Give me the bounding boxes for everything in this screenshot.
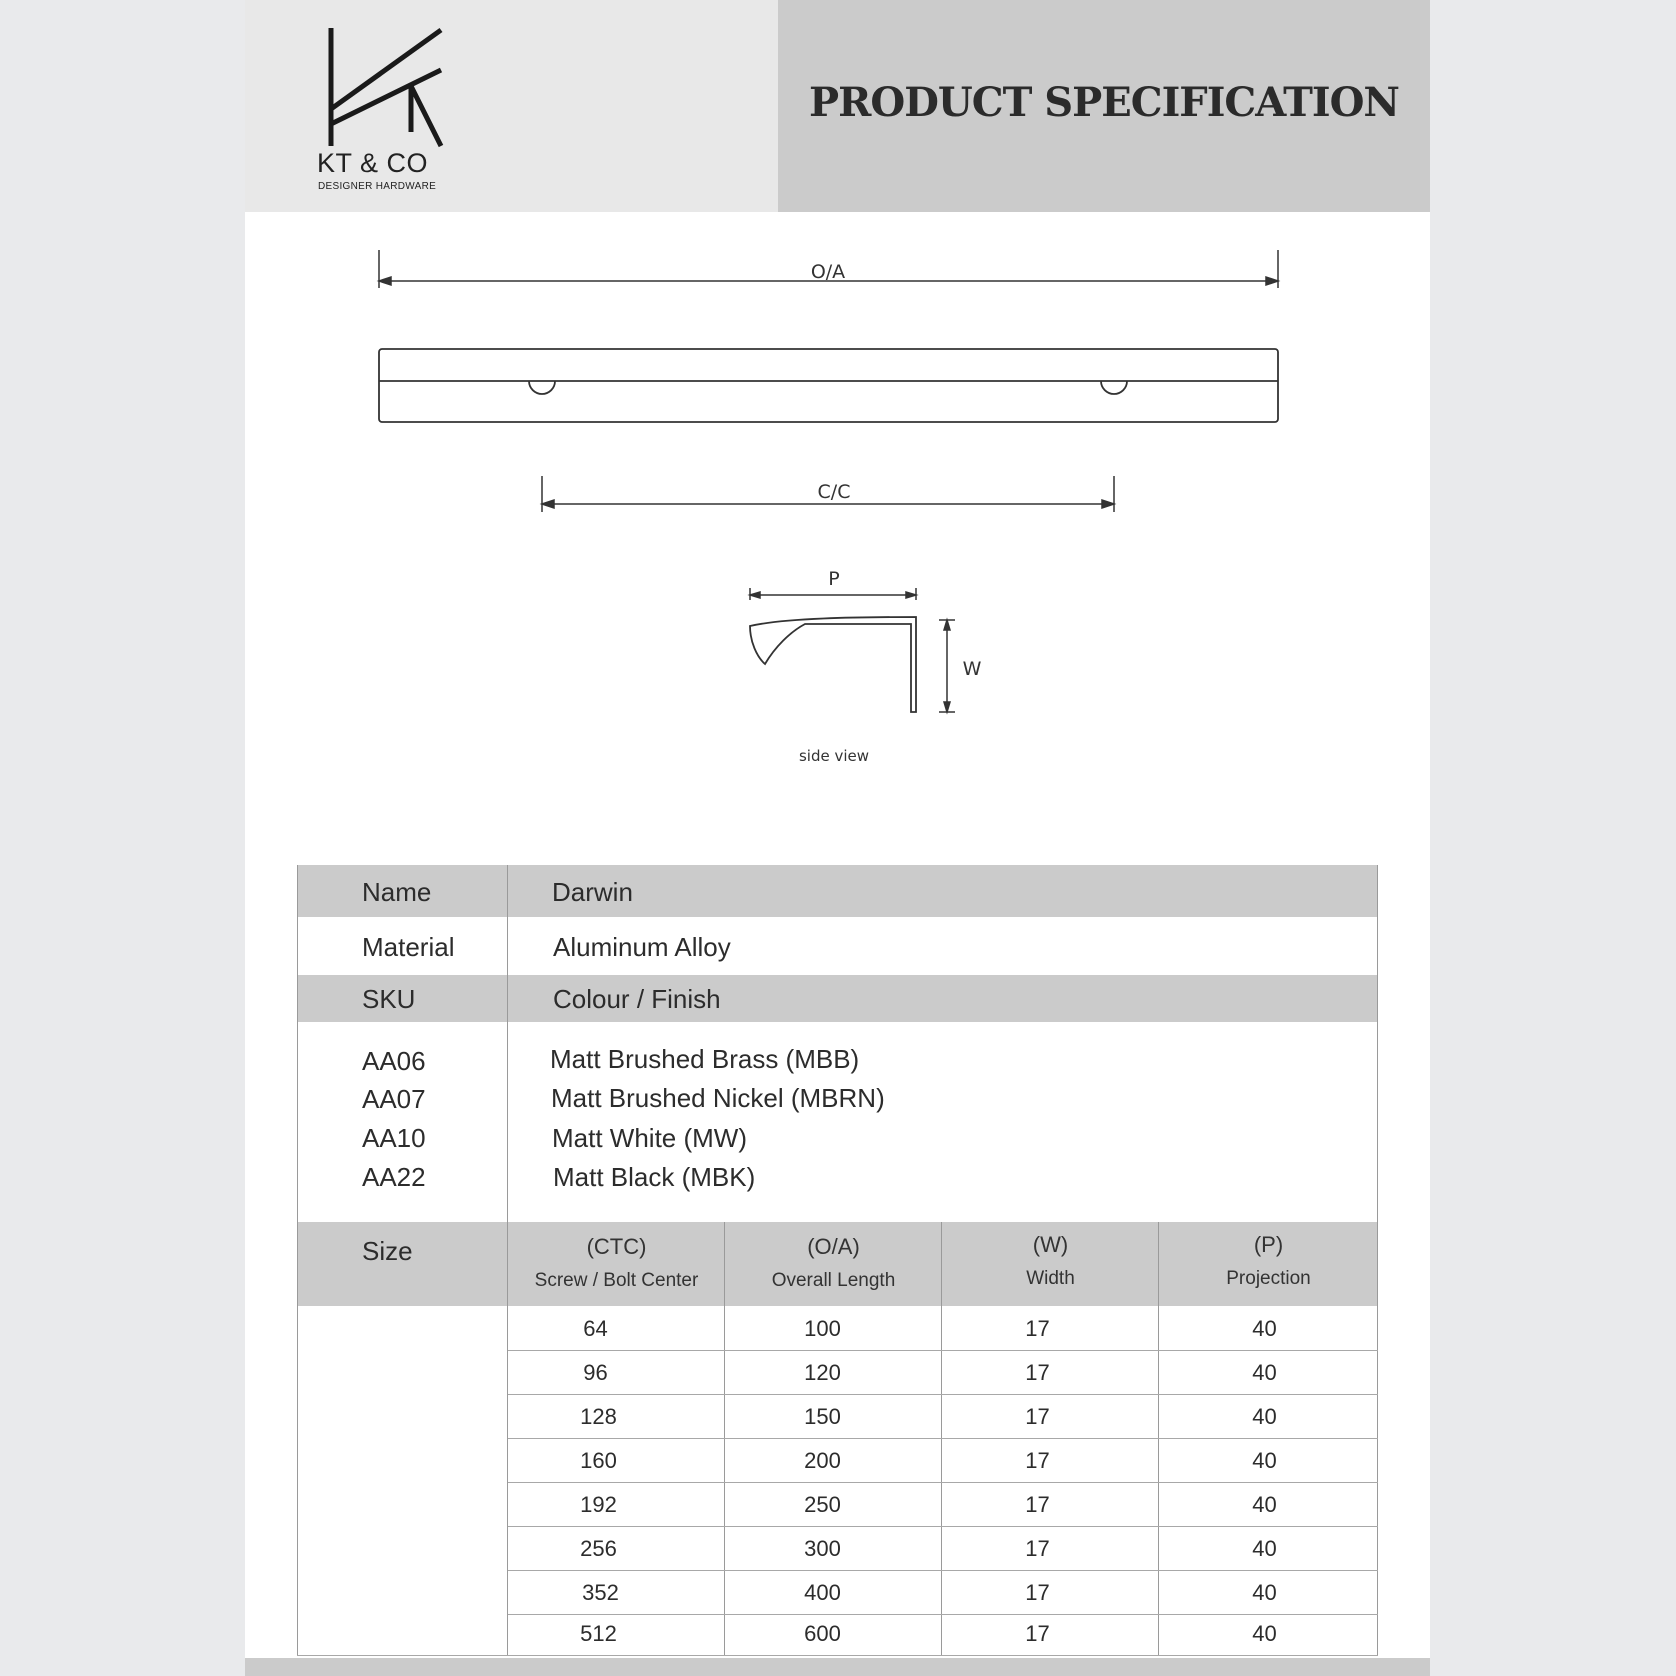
finish-item: Matt Brushed Brass (MBB) (550, 1044, 860, 1074)
col-desc: Overall Length (771, 1270, 896, 1291)
w-cell: 17 (1025, 1536, 1050, 1561)
handle-side-profile (750, 617, 916, 712)
width-label: W (962, 658, 982, 680)
oa-cell: 300 (804, 1536, 841, 1561)
sku-item: AA10 (362, 1123, 426, 1153)
p-cell: 40 (1252, 1536, 1277, 1561)
size-label: Size (362, 1236, 413, 1266)
table-row (297, 1482, 1378, 1526)
projection-label: P (828, 568, 840, 590)
col-desc: Screw / Bolt Center (534, 1270, 699, 1291)
material-label: Material (362, 932, 455, 962)
ctc-cell: 352 (582, 1580, 619, 1605)
w-cell: 17 (1025, 1621, 1050, 1646)
finish-item: Matt White (MW) (552, 1123, 747, 1153)
row-divider (508, 1438, 1378, 1439)
ctc-cell: 96 (583, 1360, 608, 1385)
finish-label: Colour / Finish (553, 984, 721, 1014)
p-cell: 40 (1252, 1316, 1277, 1341)
sku-label: SKU (362, 984, 416, 1014)
oa-cell: 150 (804, 1404, 841, 1429)
oa-cell: 120 (804, 1360, 841, 1385)
name-row (297, 865, 1378, 917)
name-value: Darwin (552, 877, 633, 907)
oa-cell: 400 (804, 1580, 841, 1605)
material-value: Aluminum Alloy (553, 932, 731, 962)
table-border-right (1377, 865, 1378, 1655)
center-label: C/C (817, 481, 851, 503)
p-cell: 40 (1252, 1360, 1277, 1385)
row-divider (508, 1614, 1378, 1615)
table-row (297, 1306, 1378, 1350)
table-row (297, 1570, 1378, 1614)
ctc-cell: 512 (580, 1621, 617, 1646)
size-header-row (297, 1222, 1378, 1306)
page-title: PRODUCT SPECIFICATION (809, 78, 1399, 126)
row-divider (508, 1350, 1378, 1351)
table-row (297, 1438, 1378, 1482)
overall-label: O/A (810, 261, 846, 283)
p-cell: 40 (1252, 1580, 1277, 1605)
handle-front-view (379, 349, 1278, 422)
row-divider (508, 1394, 1378, 1395)
sku-item: AA07 (362, 1084, 426, 1114)
name-label: Name (362, 877, 432, 907)
col-head-p (1159, 1232, 1378, 1290)
p-cell: 40 (1252, 1404, 1277, 1429)
w-cell: 17 (1025, 1448, 1050, 1473)
sku-header-row (297, 975, 1378, 1022)
w-cell: 17 (1025, 1316, 1050, 1341)
brand-name: KT & CO (317, 148, 429, 178)
row-divider (508, 1526, 1378, 1527)
footer-bar (245, 1658, 1430, 1676)
brand-tagline: DESIGNER HARDWARE (318, 181, 437, 192)
col-head-w (942, 1232, 1159, 1290)
ctc-cell: 128 (580, 1404, 617, 1429)
width-dimension (939, 620, 955, 712)
sku-item: AA06 (362, 1046, 426, 1076)
col-code: (CTC) (586, 1234, 647, 1259)
table-row (297, 1526, 1378, 1570)
row-divider (508, 1570, 1378, 1571)
oa-cell: 200 (804, 1448, 841, 1473)
table-border-bottom (297, 1655, 1378, 1656)
sku-item: AA22 (362, 1162, 426, 1192)
technical-drawing (245, 212, 1430, 832)
spec-sheet (245, 0, 1430, 1676)
p-cell: 40 (1252, 1448, 1277, 1473)
material-row (297, 917, 1378, 975)
table-row (297, 1394, 1378, 1438)
w-cell: 17 (1025, 1404, 1050, 1429)
finish-item: Matt Brushed Nickel (MBRN) (551, 1083, 885, 1113)
col-desc: Projection (1226, 1268, 1311, 1289)
col-code: (W) (1032, 1232, 1069, 1257)
col-head-oa (725, 1234, 942, 1292)
table-row (297, 1614, 1378, 1655)
oa-cell: 250 (804, 1492, 841, 1517)
col-head-ctc (508, 1234, 725, 1292)
ctc-cell: 160 (580, 1448, 617, 1473)
table-row (297, 1350, 1378, 1394)
sku-list (297, 1022, 1378, 1222)
oa-cell: 600 (804, 1621, 841, 1646)
row-divider (508, 1482, 1378, 1483)
column-divider (507, 865, 508, 1655)
col-desc: Width (1026, 1268, 1075, 1289)
p-cell: 40 (1252, 1492, 1277, 1517)
w-cell: 17 (1025, 1580, 1050, 1605)
brand-panel (245, 0, 778, 212)
w-cell: 17 (1025, 1360, 1050, 1385)
finish-item: Matt Black (MBK) (553, 1162, 756, 1192)
col-code: (P) (1253, 1232, 1284, 1257)
ctc-cell: 256 (580, 1536, 617, 1561)
title-panel (778, 0, 1430, 212)
col-code: (O/A) (807, 1234, 860, 1259)
ctc-cell: 64 (583, 1316, 608, 1341)
ctc-cell: 192 (580, 1492, 617, 1517)
p-cell: 40 (1252, 1621, 1277, 1646)
table-border-left (297, 865, 298, 1655)
side-view-label: side view (798, 747, 870, 765)
oa-cell: 100 (804, 1316, 841, 1341)
w-cell: 17 (1025, 1492, 1050, 1517)
